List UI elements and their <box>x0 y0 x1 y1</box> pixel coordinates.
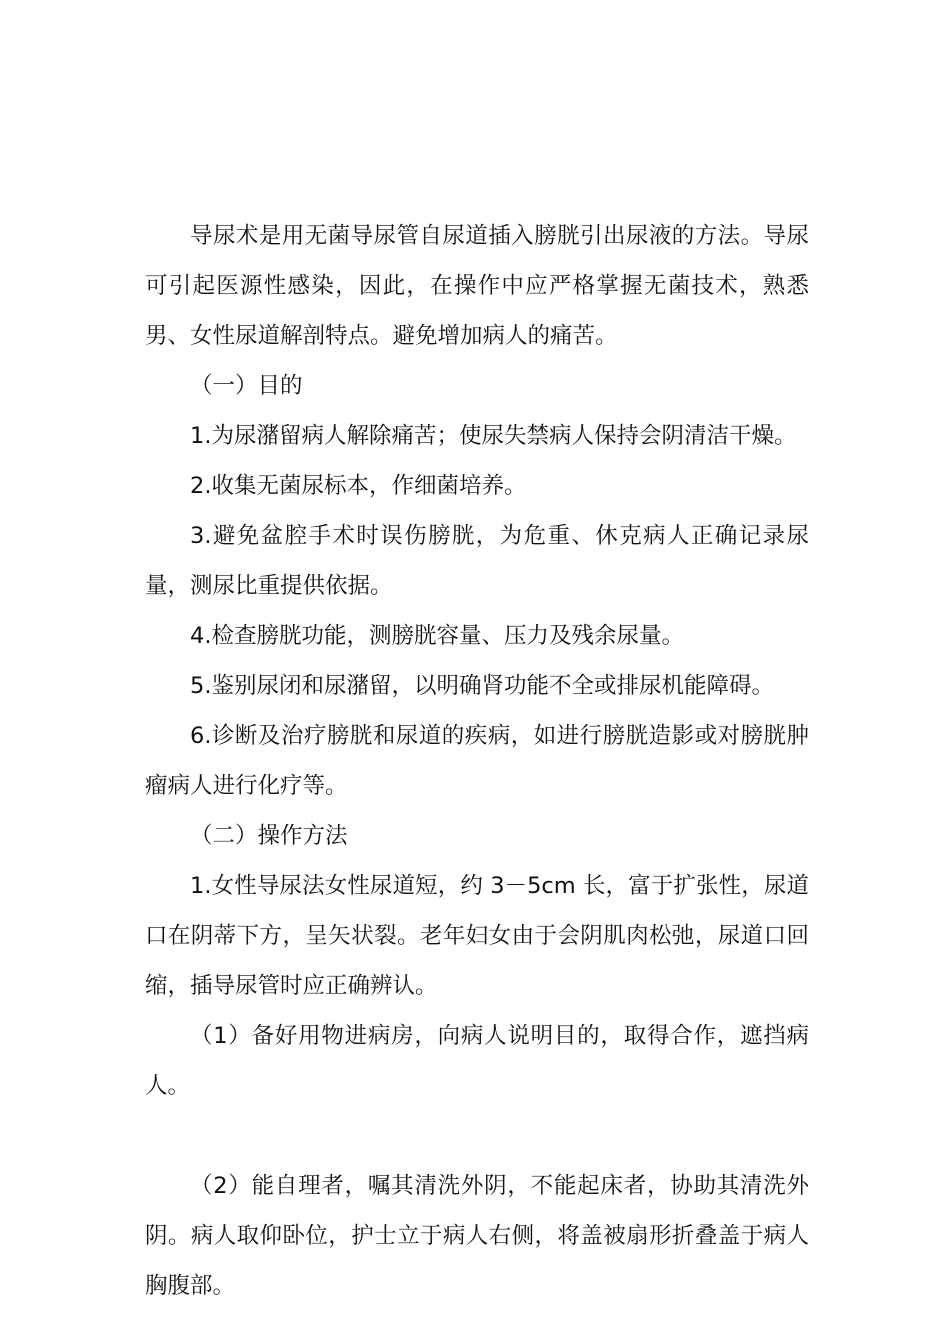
purpose-item: 5.鉴别尿闭和尿潴留，以明确肾功能不全或排尿机能障碍。 <box>190 673 774 699</box>
section-heading-purpose: （一）目的 <box>190 373 303 399</box>
purpose-item: 6.诊断及治疗膀胱和尿道的疾病，如进行膀胱造影或对膀胱肿瘤病人进行化疗等。 <box>145 723 809 799</box>
section-heading-method: （二）操作方法 <box>190 823 348 849</box>
purpose-item: 1.为尿潴留病人解除痛苦；使尿失禁病人保持会阴清洁干燥。 <box>190 423 797 449</box>
intro-paragraph: 导尿术是用无菌导尿管自尿道插入膀胱引出尿液的方法。导尿可引起医源性感染，因此，在操作中应严格掌握无菌技术，熟悉男、女性尿道解剖特点。避免增加病人的痛苦。 <box>145 223 809 349</box>
purpose-item: 3.避免盆腔手术时误伤膀胱，为危重、休克病人正确记录尿量，测尿比重提供依据。 <box>145 523 809 599</box>
purpose-item: 4.检查膀胱功能，测膀胱容量、压力及残余尿量。 <box>190 623 684 649</box>
paragraph-spacer <box>145 1111 809 1161</box>
method-step: （1）备好用物进病房，向病人说明目的，取得合作，遮挡病人。 <box>145 1023 809 1099</box>
method-step: （2）能自理者，嘱其清洗外阴，不能起床者，协助其清洗外阴。病人取仰卧位，护士立于病人右侧，将盖被扇形折叠盖于病人胸腹部。 <box>145 1173 809 1299</box>
method-intro-paragraph: 1.女性导尿法女性尿道短，约 3－5cm 长，富于扩张性，尿道口在阴蒂下方，呈矢状裂。老年妇女由于会阴肌肉松弛，尿道口回缩，插导尿管时应正确辨认。 <box>145 873 809 999</box>
purpose-item: 2.收集无菌尿标本，作细菌培养。 <box>190 473 527 499</box>
document-body <box>145 211 809 1311</box>
